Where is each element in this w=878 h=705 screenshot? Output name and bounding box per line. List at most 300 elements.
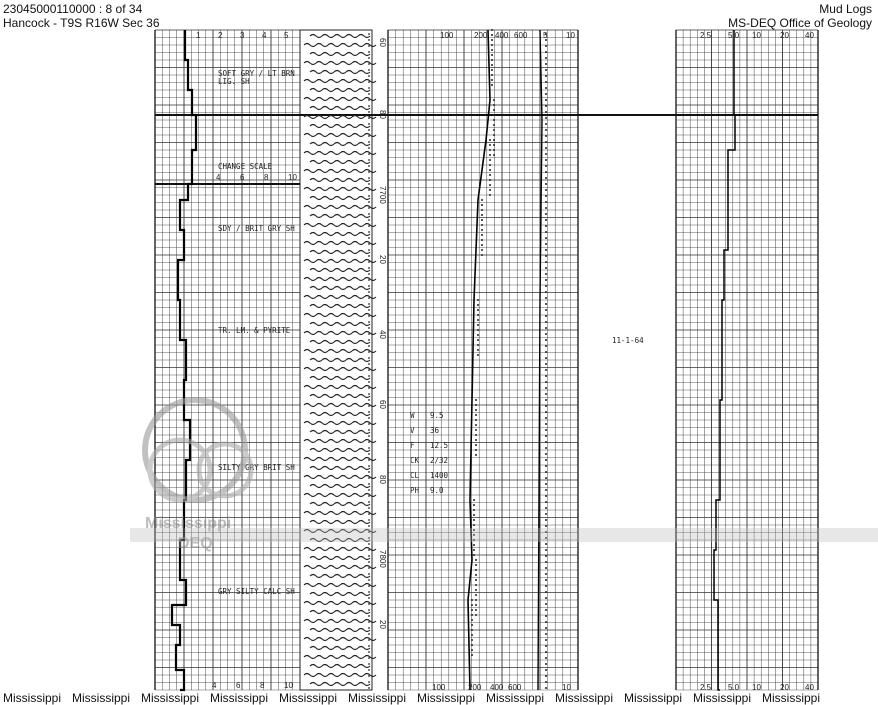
dot-mark (368, 651, 370, 653)
gas-dot (481, 209, 483, 211)
dot-mark (368, 573, 370, 575)
cuttings-dot (545, 243, 547, 245)
cuttings-dot (545, 309, 547, 311)
cuttings-dot (545, 81, 547, 83)
gas-dot (475, 589, 477, 591)
dot-mark (368, 243, 370, 245)
cuttings-dot (545, 219, 547, 221)
lithology-note: SILTY GRY BRIT SH (218, 463, 295, 472)
gas-dot (471, 599, 473, 601)
cuttings-dot (545, 651, 547, 653)
track1-bottom-scale-tick: 8 (260, 681, 265, 690)
cuttings-dot (545, 441, 547, 443)
dot-mark (368, 597, 370, 599)
gas-dot (481, 204, 483, 206)
gas-dot (475, 439, 477, 441)
dot-mark (368, 303, 370, 305)
gas-dot (477, 299, 479, 301)
dot-mark (368, 585, 370, 587)
cuttings-dot (545, 435, 547, 437)
gas-dot (473, 549, 475, 551)
right-scale-top-tick: 40 (805, 31, 814, 40)
cuttings-dot (545, 387, 547, 389)
dot-mark (368, 609, 370, 611)
dot-mark (368, 423, 370, 425)
dot-mark (368, 567, 370, 569)
depth-label: 40 (378, 330, 387, 339)
footer-item: Mississippi (141, 691, 200, 705)
cuttings-dot (545, 513, 547, 515)
gas-dot (491, 49, 493, 51)
dot-mark (368, 639, 370, 641)
cuttings-dot (545, 51, 547, 53)
cuttings-dot (545, 471, 547, 473)
cuttings-dot (545, 75, 547, 77)
dot-mark (368, 345, 370, 347)
dot-mark (368, 267, 370, 269)
gas-dot (491, 59, 493, 61)
gas-dot (475, 609, 477, 611)
dot-mark (368, 645, 370, 647)
cuttings-dot (545, 207, 547, 209)
cuttings-dot (545, 189, 547, 191)
gas-dot (477, 329, 479, 331)
gas-dot (475, 434, 477, 436)
gas-dot (475, 574, 477, 576)
cuttings-dot (545, 351, 547, 353)
footer-item: Mississippi (279, 691, 338, 705)
cuttings-dot (545, 519, 547, 521)
track1-bottom-scale-tick: 6 (236, 681, 241, 690)
cuttings-dot (545, 405, 547, 407)
gas-dot (493, 99, 495, 101)
dot-mark (368, 339, 370, 341)
cuttings-dot (545, 147, 547, 149)
dot-mark (368, 153, 370, 155)
dot-mark (368, 669, 370, 671)
gas-dot (481, 214, 483, 216)
cuttings-dot (545, 327, 547, 329)
footer-watermark-strip (3, 691, 831, 705)
dot-mark (368, 141, 370, 143)
gas-dot (493, 139, 495, 141)
gas-scale-bottom-tick: 200 (468, 683, 482, 692)
dot-mark (368, 357, 370, 359)
gas-dot (481, 229, 483, 231)
cuttings-dot (545, 621, 547, 623)
gas-dot (489, 139, 491, 141)
scan-smear-band (130, 528, 878, 542)
gas-dot (489, 194, 491, 196)
footer-item: Mississippi (624, 691, 683, 705)
gas-dot (471, 604, 473, 606)
gas-dot (489, 154, 491, 156)
dot-mark (368, 621, 370, 623)
dot-mark (368, 111, 370, 113)
gas-dot (475, 599, 477, 601)
cuttings-dot (545, 423, 547, 425)
gas-dot (491, 74, 493, 76)
right-scale-bottom-tick: 5.0 (728, 683, 740, 692)
cuttings-dot (545, 543, 547, 545)
dot-mark (368, 387, 370, 389)
cuttings-dot (545, 129, 547, 131)
dot-mark (368, 249, 370, 251)
document-type-label: Mud Logs (819, 2, 872, 16)
right-scale-bottom-tick: 2.5 (700, 683, 712, 692)
gas-dot (489, 179, 491, 181)
dot-mark (368, 591, 370, 593)
cuttings-dot (545, 447, 547, 449)
dot-mark (368, 93, 370, 95)
gas-dot (493, 114, 495, 116)
dot-mark (368, 165, 370, 167)
cuttings-dot (545, 273, 547, 275)
cuttings-dot (545, 369, 547, 371)
gas-scale-top-tick: 400 (495, 31, 509, 40)
gas-dot (471, 649, 473, 651)
gas-scale-top-tick: 100 (440, 31, 454, 40)
dot-mark (368, 495, 370, 497)
mud-property-label: F (410, 441, 415, 450)
dot-mark (368, 39, 370, 41)
dot-mark (368, 561, 370, 563)
mud-property-value: 1400 (430, 471, 449, 480)
gas-dot (471, 624, 473, 626)
dot-mark (368, 183, 370, 185)
track1-top-scale-tick: 2 (218, 31, 223, 40)
agency-label: MS-DEQ Office of Geology (728, 16, 872, 30)
gas-dot (491, 29, 493, 31)
cuttings-dot (545, 477, 547, 479)
cuttings-dot (545, 111, 547, 113)
dot-mark (368, 321, 370, 323)
depth-label: 20 (378, 255, 387, 264)
gas-dot (481, 219, 483, 221)
dot-mark (368, 99, 370, 101)
cuttings-dot (545, 639, 547, 641)
dot-mark (368, 297, 370, 299)
gas-dot (493, 149, 495, 151)
cuttings-dot (545, 525, 547, 527)
cuttings-dot (545, 105, 547, 107)
cuttings-dot (545, 561, 547, 563)
right-scale-bottom-tick: 40 (805, 683, 814, 692)
dot-mark (368, 117, 370, 119)
dot-mark (368, 459, 370, 461)
cuttings-dot (545, 585, 547, 587)
dot-mark (368, 195, 370, 197)
gas-dot (481, 224, 483, 226)
track1-top-scale-tick: 5 (284, 31, 289, 40)
gas-dot (477, 339, 479, 341)
right-scale-bottom-tick: 20 (780, 683, 789, 692)
track1-top-scale-tick: 4 (262, 31, 267, 40)
lithology-note: SDY / BRIT GRY SH (218, 224, 295, 233)
dot-mark (368, 525, 370, 527)
cuttings-dot (545, 375, 547, 377)
gas-dot (481, 234, 483, 236)
dot-mark (368, 435, 370, 437)
dot-mark (368, 309, 370, 311)
gas-dot (481, 254, 483, 256)
dot-mark (368, 393, 370, 395)
cuttings-dot (545, 63, 547, 65)
cuttings-dot (545, 591, 547, 593)
change-scale-tick: 8 (264, 173, 269, 182)
dot-mark (368, 507, 370, 509)
gas-dot (491, 79, 493, 81)
right-scale-top-tick: 20 (780, 31, 789, 40)
gas-dot (477, 349, 479, 351)
gas-dot (493, 104, 495, 106)
cuttings-dot (545, 261, 547, 263)
gas-dot (493, 119, 495, 121)
dot-mark (368, 381, 370, 383)
gas-dot (491, 44, 493, 46)
dot-mark (368, 549, 370, 551)
cuttings-dot (545, 633, 547, 635)
mud-property-value: 9.5 (430, 411, 444, 420)
gas-dot (475, 399, 477, 401)
cuttings-dot (545, 495, 547, 497)
gas-dot (475, 564, 477, 566)
dot-mark (368, 201, 370, 203)
gas-dot (475, 414, 477, 416)
track1-bottom-scale-tick: 4 (212, 681, 217, 690)
dot-mark (368, 369, 370, 371)
gas-scale-bottom-tick: 100 (432, 683, 446, 692)
dot-mark (368, 513, 370, 515)
gas-dot (481, 199, 483, 201)
gas-dot (473, 499, 475, 501)
change-scale-tick: 10 (288, 173, 297, 182)
dot-mark (368, 189, 370, 191)
dot-mark (368, 483, 370, 485)
dot-mark (368, 147, 370, 149)
cuttings-dot (545, 183, 547, 185)
gas-dot (477, 334, 479, 336)
cuttings-dot (545, 429, 547, 431)
lithology-note: LIG. SH (218, 77, 250, 86)
gas-dot (481, 244, 483, 246)
gas-dot (477, 344, 479, 346)
cuttings-dot (545, 213, 547, 215)
dot-mark (368, 489, 370, 491)
dot-mark (368, 579, 370, 581)
dot-mark (368, 231, 370, 233)
gas-dot (493, 124, 495, 126)
dot-mark (368, 441, 370, 443)
date-note: 11-1-64 (612, 336, 644, 345)
dot-mark (368, 411, 370, 413)
cuttings-dot (545, 93, 547, 95)
gas-dot (489, 174, 491, 176)
watermark-text: Mississippi (145, 515, 232, 532)
lithology-note: SOFT GRY / LT BRN (218, 69, 295, 78)
dot-mark (368, 129, 370, 131)
dot-mark (368, 627, 370, 629)
cuttings-dot (545, 417, 547, 419)
cuttings-dot (545, 489, 547, 491)
watermark-text: DEQ (178, 535, 213, 552)
dot-mark (368, 447, 370, 449)
dot-mark (368, 45, 370, 47)
gas-dot (493, 144, 495, 146)
gas-dot (489, 169, 491, 171)
dot-mark (368, 555, 370, 557)
mud-property-label: PH (410, 486, 420, 495)
gas-dot (493, 129, 495, 131)
depth-label: 20 (378, 620, 387, 629)
dot-mark (368, 663, 370, 665)
right-scale-bottom-tick: 10 (752, 683, 761, 692)
gas-dot (475, 604, 477, 606)
cuttings-dot (545, 555, 547, 557)
dot-mark (368, 543, 370, 545)
gas-dot (471, 629, 473, 631)
dot-mark (368, 465, 370, 467)
gas-dot (473, 554, 475, 556)
right-scale-top-tick: 5.0 (728, 31, 740, 40)
gas-scale-top-tick: 200 (474, 31, 488, 40)
gas-dot (489, 149, 491, 151)
gas-dot (481, 239, 483, 241)
footer-item: Mississippi (72, 691, 131, 705)
gas-dot (489, 184, 491, 186)
cuttings-dot (545, 399, 547, 401)
cuttings-dot (545, 657, 547, 659)
cuttings-dot (545, 99, 547, 101)
footer-item: Mississippi (210, 691, 269, 705)
cuttings-dot (545, 171, 547, 173)
cuttings-dot (545, 333, 547, 335)
dot-mark (368, 687, 370, 689)
dot-mark (368, 279, 370, 281)
cuttings-dot (545, 285, 547, 287)
gas-dot (475, 594, 477, 596)
gas-dot (475, 584, 477, 586)
dot-mark (368, 237, 370, 239)
dot-mark (368, 405, 370, 407)
cuttings-dot (545, 459, 547, 461)
dot-mark (368, 63, 370, 65)
lithology-note: GRY SILTY CALC SH (218, 587, 295, 596)
track1-bottom-scale-tick: 10 (284, 681, 293, 690)
gas-scale-bottom-tick: 400 (490, 683, 504, 692)
gas-dot (477, 304, 479, 306)
right-scale-top-tick: 10 (752, 31, 761, 40)
dot-mark (368, 213, 370, 215)
cuttings-dot (545, 117, 547, 119)
dot-mark (368, 81, 370, 83)
cuttings-dot (545, 231, 547, 233)
cuttings-dot (545, 363, 547, 365)
cuttings-dot (545, 597, 547, 599)
track1-top-scale-tick: 1 (196, 31, 201, 40)
gas-dot (473, 509, 475, 511)
dot-mark (368, 219, 370, 221)
gas-dot (489, 189, 491, 191)
gas-dot (473, 504, 475, 506)
gas-dot (477, 354, 479, 356)
lithology-note: TR. LM. & PYRITE (218, 326, 291, 335)
gas-dot (489, 159, 491, 161)
cuttings-dot (545, 177, 547, 179)
gas-dot (491, 39, 493, 41)
dot-mark (368, 57, 370, 59)
footer-item: Mississippi (486, 691, 545, 705)
well-location-label: Hancock - T9S R16W Sec 36 (3, 16, 160, 30)
gas-scale-top-tick: 600 (514, 31, 528, 40)
dot-mark (368, 123, 370, 125)
gas-dot (471, 609, 473, 611)
change-scale-label: CHANGE SCALE (218, 162, 273, 171)
right-scale-top-tick: 2.5 (700, 31, 712, 40)
gas-dot (473, 514, 475, 516)
dot-mark (368, 69, 370, 71)
change-scale-tick: 6 (240, 173, 245, 182)
dot-mark (368, 51, 370, 53)
gas-dot (491, 64, 493, 66)
gas-dot (471, 644, 473, 646)
dot-mark (368, 75, 370, 77)
cuttings-dot (545, 339, 547, 341)
gas-dot (475, 614, 477, 616)
dot-mark (368, 87, 370, 89)
dot-mark (368, 33, 370, 35)
cuttings-dot (545, 291, 547, 293)
gas-dot (477, 309, 479, 311)
cuttings-dot (545, 267, 547, 269)
cuttings-dot (545, 255, 547, 257)
gas-scale-bottom-tick: 600 (508, 683, 522, 692)
gas-dot (477, 324, 479, 326)
gas-dot (471, 639, 473, 641)
mud-property-value: 9.0 (430, 486, 444, 495)
dot-mark (368, 225, 370, 227)
dot-mark (368, 291, 370, 293)
gas-dot (489, 164, 491, 166)
change-scale-tick: 4 (216, 173, 221, 182)
dot-mark (368, 375, 370, 377)
track1-top-scale-tick: 3 (240, 31, 245, 40)
dot-mark (368, 633, 370, 635)
cuttings-dot (545, 225, 547, 227)
dot-mark (368, 453, 370, 455)
cuttings-dot (545, 549, 547, 551)
cuttings-dot (545, 411, 547, 413)
cuttings-dot (545, 279, 547, 281)
mud-property-value: 36 (430, 426, 440, 435)
gas-dot (473, 544, 475, 546)
cuttings-dot (545, 453, 547, 455)
gas-dot (471, 654, 473, 656)
cuttings-dot (545, 579, 547, 581)
dot-mark (368, 255, 370, 257)
footer-item: Mississippi (693, 691, 752, 705)
gas-dot (475, 429, 477, 431)
mud-property-value: 12.5 (430, 441, 449, 450)
gas-dot (493, 154, 495, 156)
well-id-page-label: 23045000110000 : 8 of 34 (3, 2, 143, 16)
dot-mark (368, 657, 370, 659)
cuttings-dot (545, 669, 547, 671)
gas-dot (471, 634, 473, 636)
dot-mark (368, 501, 370, 503)
dot-mark (368, 351, 370, 353)
cuttings-dot (545, 123, 547, 125)
